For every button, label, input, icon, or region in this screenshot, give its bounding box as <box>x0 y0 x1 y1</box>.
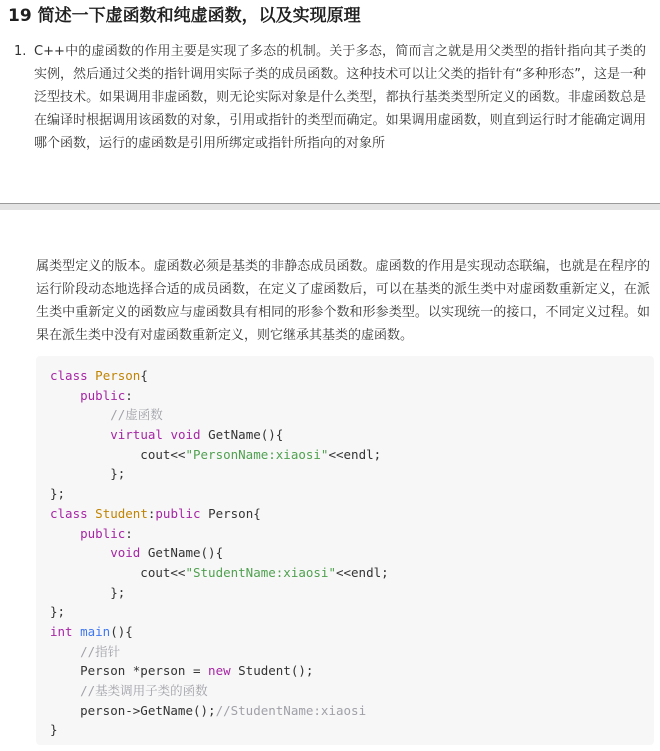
code-line <box>50 524 654 544</box>
list-number: 1. <box>14 44 27 59</box>
code-token: Person <box>87 368 141 383</box>
code-token: GetName(){ <box>200 427 284 443</box>
code-line <box>50 366 654 386</box>
code-token: GetName(){ <box>140 545 224 561</box>
code-token: <<endl; <box>335 564 389 580</box>
code-line <box>50 445 654 465</box>
code-comment: //StudentName:xiaosi <box>215 702 367 718</box>
code-line <box>50 622 654 642</box>
code-token: cout<< <box>50 446 186 462</box>
code-token: main <box>80 623 111 639</box>
code-token <box>50 545 110 560</box>
code-line: }; <box>50 584 126 600</box>
code-line <box>50 563 654 583</box>
code-token: person->GetName(); <box>50 702 216 718</box>
code-token <box>50 427 110 442</box>
code-token: (){ <box>110 623 133 639</box>
code-token <box>50 407 110 422</box>
section-heading: 19 简述一下虚函数和纯虚函数，以及实现原理 <box>8 6 361 26</box>
code-line <box>50 681 654 701</box>
code-token: void <box>110 545 141 561</box>
code-token <box>50 683 80 698</box>
code-token <box>50 388 80 403</box>
code-comment: //指针 <box>80 643 121 659</box>
code-line <box>50 504 654 524</box>
code-token: : <box>125 525 133 541</box>
code-line <box>50 642 654 662</box>
code-token: : <box>125 387 133 403</box>
code-token: public <box>155 505 201 521</box>
code-line: }; <box>50 486 66 502</box>
code-token: class <box>50 505 88 521</box>
code-token <box>73 624 81 639</box>
code-line <box>50 661 654 681</box>
code-line <box>50 386 654 406</box>
code-token: <<endl; <box>328 446 382 462</box>
code-token: { <box>140 368 148 383</box>
code-token: public <box>80 387 126 403</box>
code-token: Person *person = <box>50 663 209 679</box>
code-line: }; <box>50 604 66 620</box>
code-token: Student <box>87 505 148 521</box>
code-token: int <box>50 623 73 639</box>
code-line <box>50 405 654 425</box>
code-token: class <box>50 368 88 383</box>
paragraph-part-1: C++中的虚函数的作用主要是实现了多态的机制。关于多态，简而言之就是用父类型的指针指向其子类的实例，然后通过父类的指针调用实际子类的成员函数。这种技术可以让父类的指针有“多种形态”，这是一种泛型技术。如果调用非虚函数，则无论实际对象是什么类型，都执行基类类型所定义的函数。非虚函数总是在编译时根据调用该函数的对象，引用或指针的类型而确定。如果调用虚函数，则直到运行时才能确定调用哪个函数，运行的虚函数是引用所绑定或指针所指向的对象所 <box>34 44 646 151</box>
code-token: new <box>208 663 231 679</box>
code-comment: //虚函数 <box>110 407 163 423</box>
paragraph-part-2: 属类型定义的版本。虚函数必须是基类的非静态成员函数。虚函数的作用是实现动态联编，也就是在程序的运行阶段动态地选择合适的成员函数，在定义了虚函数后，可以在基类的派生类中对虚函数重新定义，在派生类中重新定义的函数应与虚函数具有相同的形参个数和形参类型。以实现统一的接口，不同定义过程。如果在派生类中没有对虚函数重新定义，则它继承其基类的虚函数。 <box>36 259 650 343</box>
code-token: virtual <box>110 427 163 443</box>
code-line: }; <box>50 466 126 482</box>
code-token <box>50 526 80 541</box>
code-line <box>50 701 654 721</box>
code-token: cout<< <box>50 564 186 580</box>
code-line <box>50 543 654 563</box>
page-divider <box>0 203 660 210</box>
code-token <box>50 644 80 659</box>
code-token: : <box>147 505 156 521</box>
code-string: "StudentName:xiaosi" <box>185 564 336 580</box>
code-block <box>36 356 654 745</box>
code-line: } <box>50 722 58 738</box>
code-token: public <box>80 525 126 541</box>
code-comment: //基类调用子类的函数 <box>80 683 208 698</box>
code-string: "PersonName:xiaosi" <box>185 446 329 462</box>
code-token: void <box>170 427 201 443</box>
code-token: Person{ <box>200 505 261 521</box>
code-token: Student(); <box>230 663 314 679</box>
code-line <box>50 425 654 445</box>
